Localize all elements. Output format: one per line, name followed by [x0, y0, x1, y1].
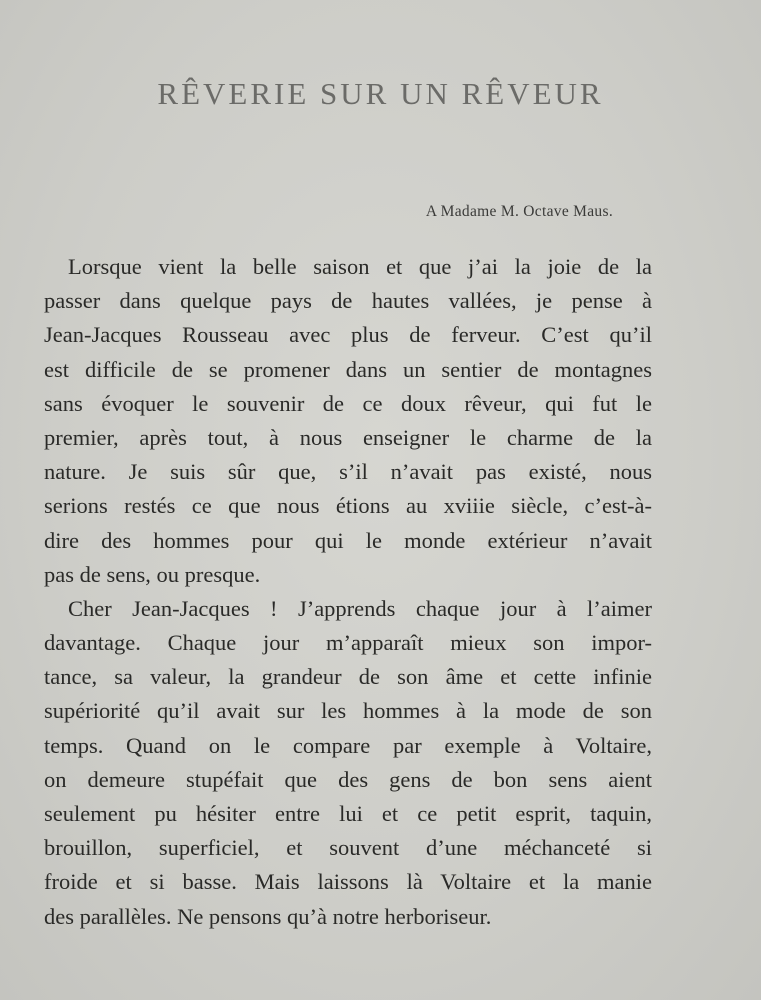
text-line: froide et si basse. Mais laissons là Voltaire et la manie: [44, 869, 652, 895]
chapter-title: RÊVERIE SUR UN RÊVEUR: [157, 76, 604, 111]
text-line: premier, après tout, à nous enseigner le charme de la: [44, 424, 652, 450]
text-line: des parallèles. Ne pensons qu’à notre herboriseur.: [44, 903, 492, 929]
text-line: passer dans quelque pays de hautes vallées, je pense à: [44, 288, 652, 314]
text-line: Jean-Jacques Rousseau avec plus de ferveur. C’est qu’il: [44, 322, 652, 348]
text-line: davantage. Chaque jour m’apparaît mieux son impor-: [44, 630, 652, 656]
text-line: nature. Je suis sûr que, s’il n’avait pas existé, nous: [44, 459, 652, 485]
text-line: tance, sa valeur, la grandeur de son âme et cette infinie: [44, 664, 652, 690]
text-line: on demeure stupéfait que des gens de bon sens aient: [44, 766, 652, 792]
paragraph-2: [44, 592, 652, 934]
text-line: serions restés ce que nous étions au xviiie siècle, c’est-à-: [44, 493, 652, 519]
text-line: est difficile de se promener dans un sentier de montagnes: [44, 356, 652, 382]
text-line: sans évoquer le souvenir de ce doux rêveur, qui fut le: [44, 390, 652, 416]
body-text: [44, 250, 652, 934]
text-line: temps. Quand on le compare par exemple à Voltaire,: [44, 732, 652, 758]
text-line: Lorsque vient la belle saison et que j’ai la joie de la: [68, 254, 652, 279]
paragraph-1: [44, 250, 652, 592]
text-line: pas de sens, ou presque.: [44, 561, 261, 587]
text-line: seulement pu hésiter entre lui et ce petit esprit, taquin,: [44, 801, 652, 826]
text-line: supériorité qu’il avait sur les hommes à la mode de son: [44, 698, 652, 724]
dedication: A Madame M. Octave Maus.: [425, 203, 613, 220]
text-line: dire des hommes pour qui le monde extérieur n’avait: [44, 527, 652, 553]
text-line: Cher Jean-Jacques ! J’apprends chaque jour à l’aimer: [68, 595, 652, 621]
text-line: brouillon, superficiel, et souvent d’une méchanceté si: [44, 835, 652, 861]
